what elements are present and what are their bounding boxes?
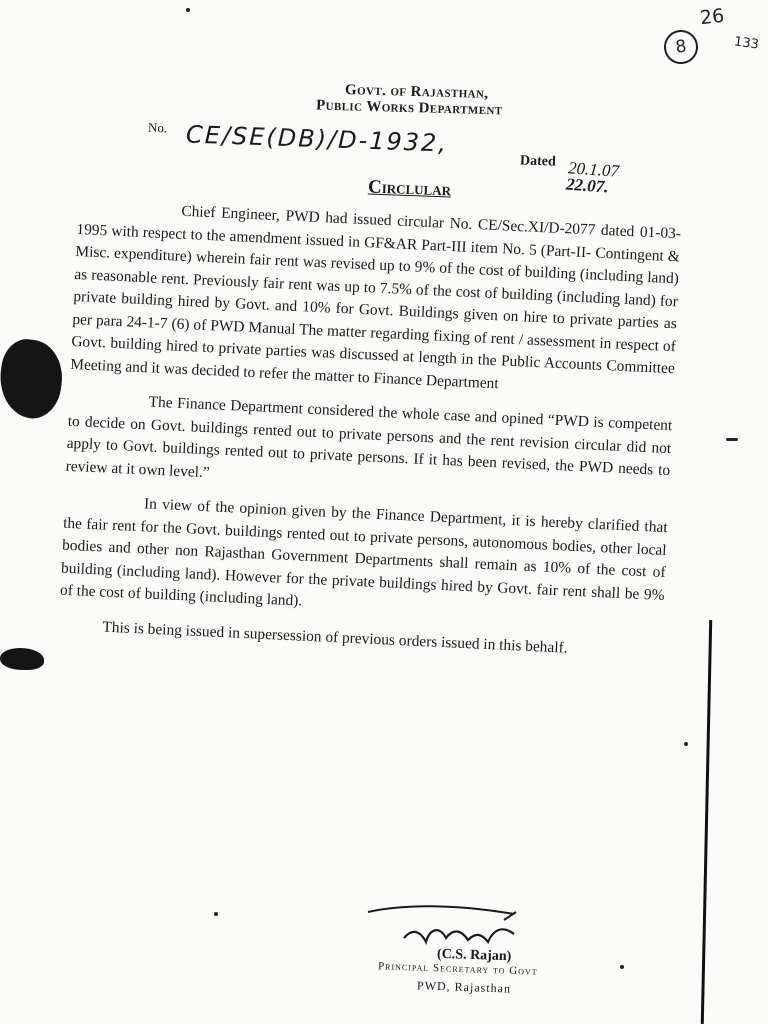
page-number-annotation: 26 [698,4,726,30]
ink-blot [0,648,44,670]
document-title: Circlular [367,176,452,201]
paragraph: The Finance Department considered the whole case and opined “PWD is competent to decide on Govt. buildings rented out to private persons and the rent revision circular did not apply to Govt. buildings rented out to private persons. If it has been revised, the PWD needs to review at it own level.” [65,393,673,481]
paragraph: This is being issued in supersession of previous orders issued in this behalf. [102,618,568,657]
ref-no-handwritten: CE/SE(DB)/D-1932, [185,120,449,158]
ink-speck [214,912,218,916]
scan-edge-line [701,620,712,1024]
paragraph: Chief Engineer, PWD had issued circular No. CE/Sec.XI/D-2077 dated 01-03-1995 with respect to the amendment issued in GF&AR Part-III item No. 5 (Part-II- Contingent & Misc. expenditure) wherein fair rent was revised up to 9% of the cost of building (including land) as reasonable rent. Previously fair rent was up to 7.5% of the cost of building (including land) for private building hired by Govt. and 10% for Govt. Buildings given on hire to private parties as per para 24-1-7 (6) of PWD Manual The matter regarding fixing of rent / assessment in respect of Govt. building hired to private parties was discussed at length in the Public Accounts Committee Meeting and it was decided to refer the matter to Finance Department [69,202,682,392]
dated-handwritten-corrected: 22.07. [565,174,610,197]
side-number-annotation: 133 [733,34,760,53]
circled-number-annotation: 8 [662,28,700,66]
ink-speck [186,8,190,12]
signatory-name: (C.S. Rajan) [436,946,512,965]
dated-handwritten: 20.1.07 [567,158,620,181]
circular-body [57,196,681,676]
ref-no-label: No. [147,119,168,136]
signatory-title: Principal Secretary to Govt [377,960,538,978]
dated-label: Dated [519,153,557,170]
ink-speck [620,965,624,969]
signatory-office: PWD, Rajasthan [416,978,512,996]
header-department: Public Works Department [315,97,503,119]
ink-speck [726,438,738,441]
ink-speck [684,742,688,746]
header-govt: Govt. of Rajasthan, [344,82,489,102]
ink-blot [0,336,67,422]
paragraph: In view of the opinion given by the Finance Department, it is hereby clarified that the fair rent for the Govt. buildings rented out to private persons, autonomous bodies, other local bodies and other non Rajasthan Government Departments shall remain as 10% of the cost of building (including land). However for the private buildings hired by Govt. fair rent shall be 9% of the cost of building (including land). [59,495,668,610]
